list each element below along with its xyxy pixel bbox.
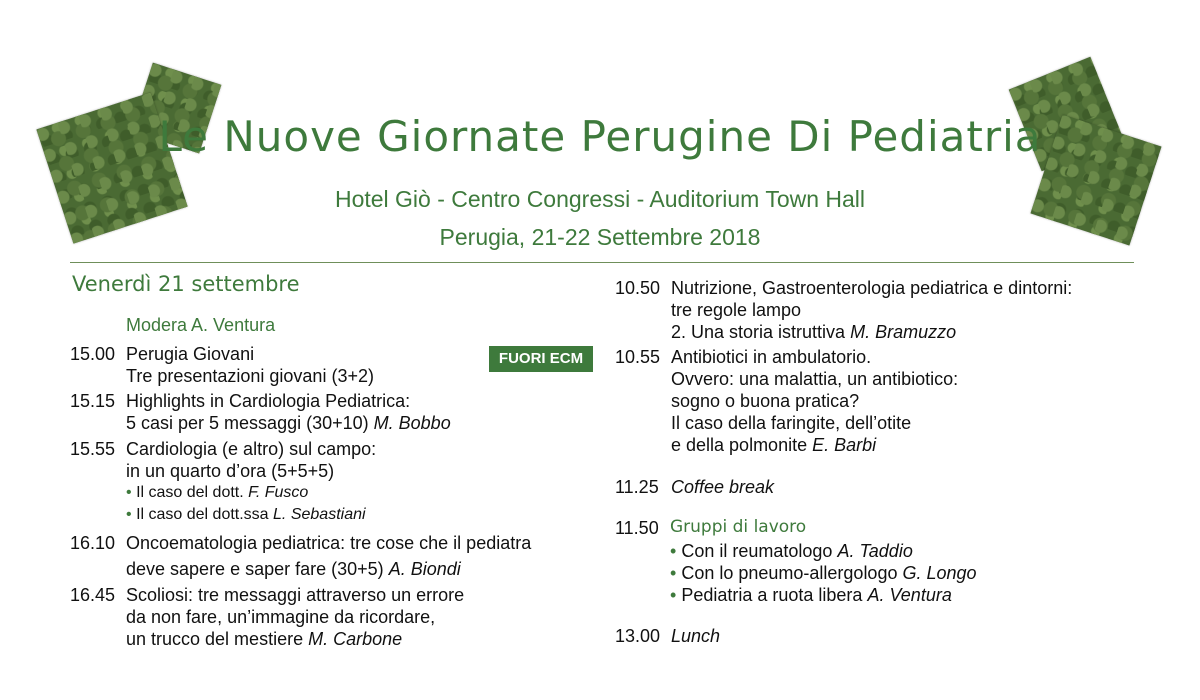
session-line: 5 casi per 5 messaggi (30+10) xyxy=(126,413,369,433)
session-line: Ovvero: una malattia, un antibiotico: xyxy=(671,369,959,389)
bullet-icon: • xyxy=(670,563,677,583)
session-time: 16.10 xyxy=(70,533,116,553)
bullet-icon: • xyxy=(126,484,132,501)
bullet-icon: • xyxy=(670,585,677,605)
speaker: F. Fusco xyxy=(248,484,309,501)
session-time: 10.50 xyxy=(615,278,661,298)
session-line: e della polmonite xyxy=(671,435,808,455)
speaker: A. Ventura xyxy=(867,585,952,605)
session-title: Coffee break xyxy=(671,477,775,497)
session-item: Pediatria a ruota libera xyxy=(681,585,863,605)
speaker: L. Sebastiani xyxy=(273,506,366,523)
speaker: E. Barbi xyxy=(812,435,877,455)
session-time: 15.00 xyxy=(70,344,116,364)
session-title: Oncoematologia pediatrica: tre cose che il pediatra xyxy=(126,533,532,553)
session-time: 10.55 xyxy=(615,347,661,367)
session-line: in un quarto d’ora (5+5+5) xyxy=(126,461,335,481)
speaker: A. Biondi xyxy=(388,559,461,579)
session-subtitle: Tre presentazioni giovani (3+2) xyxy=(126,366,374,386)
session-time: 11.50 xyxy=(615,518,659,538)
header-divider xyxy=(70,262,1134,263)
session-time: 15.15 xyxy=(70,391,116,411)
session-title: Perugia Giovani xyxy=(126,344,255,364)
page-title: Le Nuove Giornate Perugine Di Pediatria xyxy=(158,112,1042,161)
fuori-ecm-badge: FUORI ECM xyxy=(489,346,593,372)
session-item: Il caso del dott.ssa xyxy=(136,506,269,523)
group-heading: Gruppi di lavoro xyxy=(670,517,807,537)
session-time: 13.00 xyxy=(615,626,661,646)
session-title: Nutrizione, Gastroenterologia pediatrica e dintorni: xyxy=(671,278,1073,298)
session-line: Il caso della faringite, dell’otite xyxy=(671,413,912,433)
bullet-icon: • xyxy=(670,541,677,561)
group-list xyxy=(670,540,977,606)
speaker: A. Taddio xyxy=(837,541,913,561)
venue-subtitle: Hotel Giò - Centro Congressi - Auditorium Town Hall xyxy=(334,186,866,212)
session-title: Scoliosi: tre messaggi attraverso un errore xyxy=(126,585,465,605)
speaker: G. Longo xyxy=(902,563,977,583)
session-time: 16.45 xyxy=(70,585,116,605)
session-title: Lunch xyxy=(671,626,721,646)
moderator: Modera A. Ventura xyxy=(126,315,276,335)
session-item: Con lo pneumo-allergologo xyxy=(681,563,898,583)
day-heading: Venerdì 21 settembre xyxy=(72,272,300,296)
session-line: un trucco del mestiere xyxy=(126,629,304,649)
dates-subtitle: Perugia, 21-22 Settembre 2018 xyxy=(439,224,761,250)
bullet-icon: • xyxy=(126,506,132,523)
session-line: 2. Una storia istruttiva xyxy=(671,322,846,342)
speaker: M. Bobbo xyxy=(373,413,451,433)
session-title: Cardiologia (e altro) sul campo: xyxy=(126,439,377,459)
session-line: da non fare, un’immagine da ricordare, xyxy=(126,607,436,627)
speaker: M. Carbone xyxy=(308,629,403,649)
session-line: deve sapere e saper fare (30+5) xyxy=(126,559,384,579)
session-title: Antibiotici in ambulatorio. xyxy=(671,347,872,367)
speaker: M. Bramuzzo xyxy=(850,322,957,342)
session-time: 11.25 xyxy=(615,477,659,497)
session-item: Con il reumatologo xyxy=(681,541,833,561)
session-title: Highlights in Cardiologia Pediatrica: xyxy=(126,391,411,411)
session-time: 15.55 xyxy=(70,439,116,459)
session-line: tre regole lampo xyxy=(671,300,802,320)
session-line: sogno o buona pratica? xyxy=(671,391,860,411)
session-item: Il caso del dott. xyxy=(136,484,244,501)
